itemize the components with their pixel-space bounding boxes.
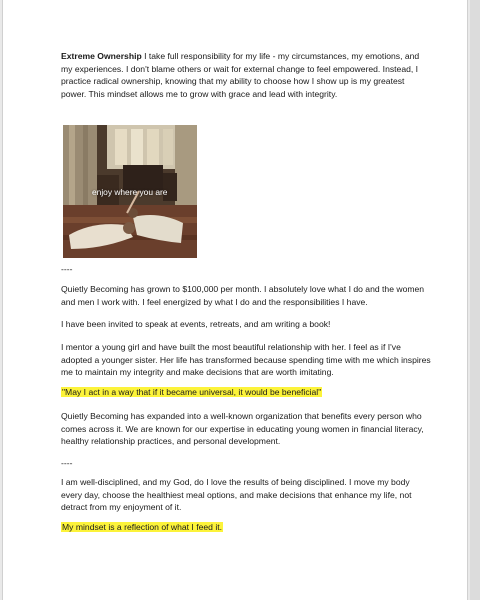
- paragraph-mentor: I mentor a young girl and have built the most beautiful relationship with her. I feel as if I've adopted a younger sister. Her life has transformed because spending time with me which inspires me to maintain my integrity and make decisions that are worth imitating.: [61, 342, 431, 378]
- mindset-highlight: My mindset is a reflection of what I feed it.: [62, 522, 223, 532]
- document-page: [2, 0, 468, 600]
- paragraph-heading: Extreme Ownership: [61, 51, 142, 61]
- scrollbar[interactable]: [470, 0, 480, 600]
- photo-image: [63, 125, 197, 258]
- separator-1: ----: [61, 264, 73, 274]
- paragraph-organization: Quietly Becoming has expanded into a well-known organization that benefits every person who comes across it. We are known for our expertise in educating young women in financial literacy, healthy relationship practices, and personal development.: [61, 411, 424, 447]
- separator-2: ----: [61, 458, 73, 468]
- paragraph-speaking: I have been invited to speak at events, retreats, and am writing a book!: [61, 319, 331, 329]
- highlighted-mindset: [61, 521, 431, 534]
- quote-highlight: "May I act in a way that if it became universal, it would be beneficial": [62, 387, 322, 397]
- paragraph-extreme-ownership: [61, 50, 431, 100]
- paragraph-text: I take full responsibility for my life - my circumstances, my emotions, and my experiences. I don't blame others or wait for external change to feel empowered. Instead, I practice radical ownership, knowing that my ability to choose how I show up is my greatest power. This mindset allows me to grow with grace and lead with integrity.: [61, 51, 420, 99]
- paragraph-discipline: I am well-disciplined, and my God, do I love the results of being disciplined. I move my body every day, choose the healthiest meal options, and make decisions that enhance my life, not detract from my enjoyment of it.: [61, 477, 412, 513]
- highlighted-quote: [61, 386, 431, 399]
- paragraph-revenue: Quietly Becoming has grown to $100,000 per month. I absolutely love what I do and the women and men I work with. I feel energized by what I do and the responsibilities I have.: [61, 284, 425, 307]
- photo-caption: enjoy where you are: [92, 187, 168, 197]
